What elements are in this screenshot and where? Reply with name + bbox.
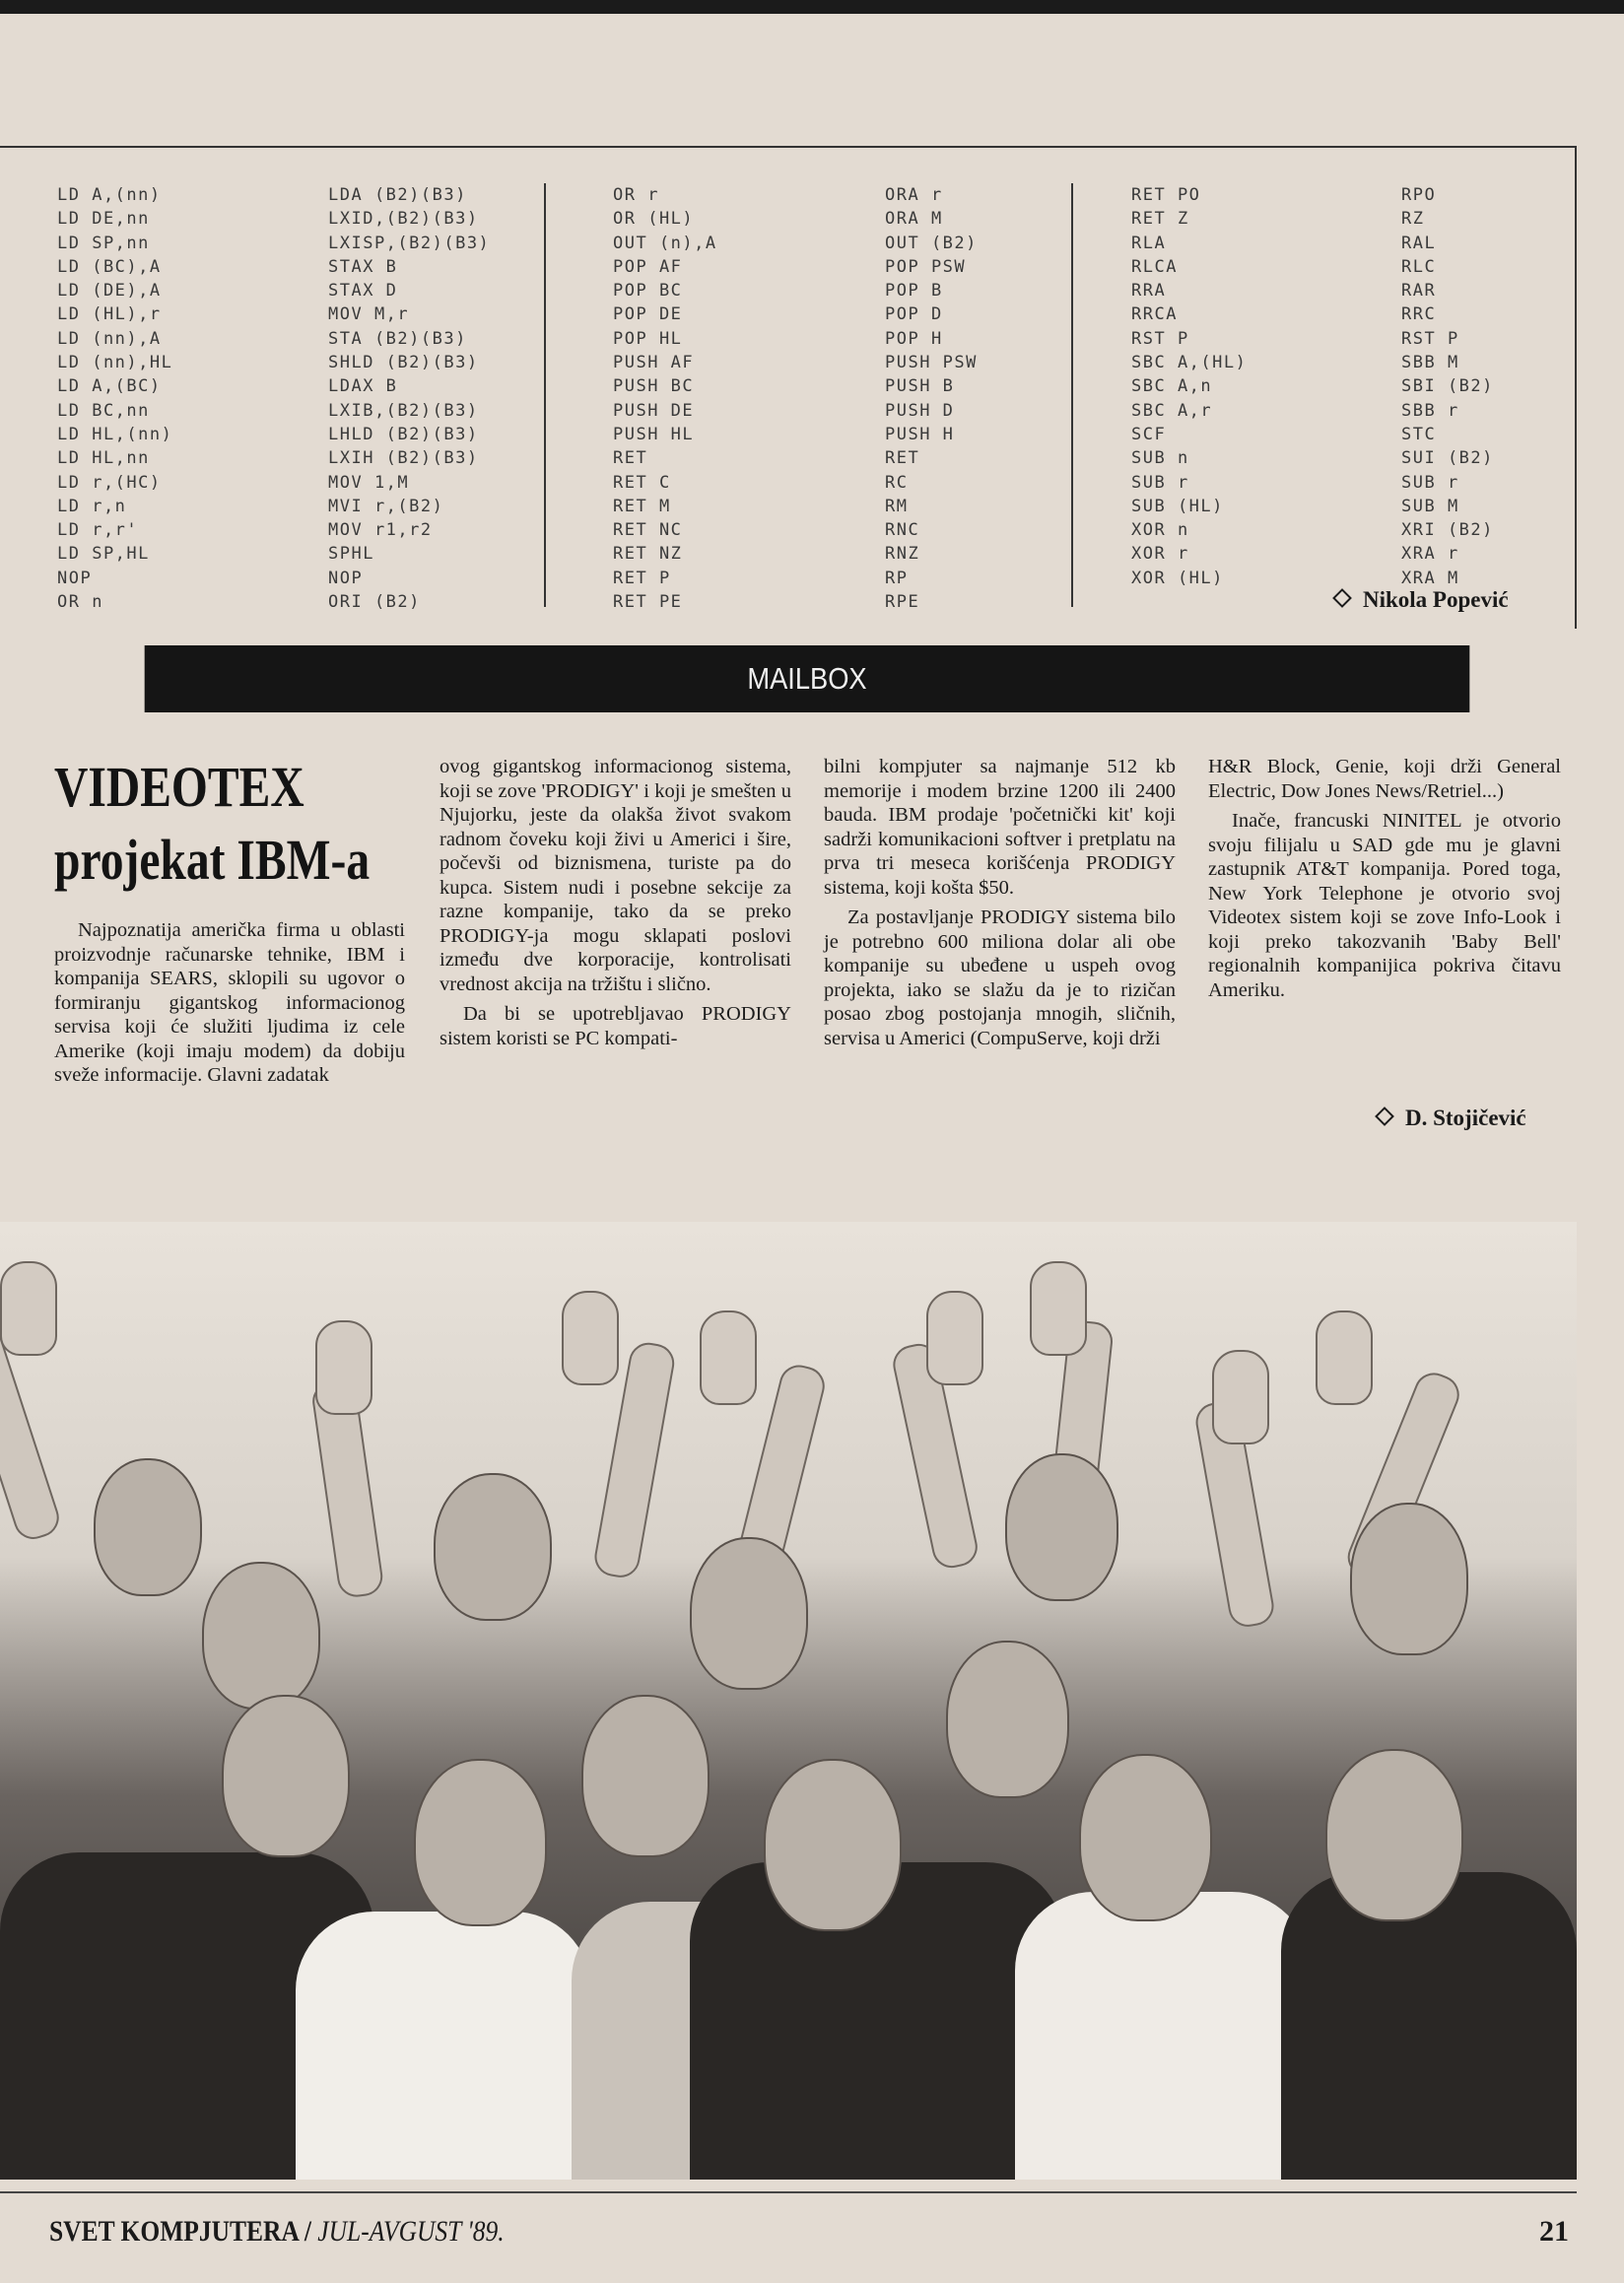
- article-column-3: bilni kompjuter sa najmanje 512 kb memorije i modem brzine 1200 ili 2400 bauda. IBM prodaje 'početnički kit' koji sadrži komunikacioni softver i pretplatu na prva tri meseca korišćenja PRODIGY sistema, koji košta $50. Za postavljanje PRODIGY sistema bilo je potrebno 600 miliona dolar ali obe kompanije su ubeđene u uspeh ovog projekta, iako se slažu da je to rizičan posao zbog postojanja mnogih, sličnih, servisa u Americi (CompuServe, koji drži: [824, 756, 1176, 1049]
- code-line: LD HL,nn: [57, 448, 150, 469]
- code-line: NOP: [328, 568, 364, 588]
- code-line: XOR n: [1131, 520, 1189, 541]
- code-line: XOR (HL): [1131, 568, 1224, 588]
- code-line: RET PE: [613, 592, 683, 613]
- code-line: MOV 1,M: [328, 472, 410, 493]
- code-line: STAX D: [328, 281, 398, 302]
- code-line: POP HL: [613, 328, 683, 349]
- article-column-1: Najpoznatija američka firma u oblasti proizvodnje računarske tehnike, IBM i kompanija SEARS, sklopili su ugovor o formiranju gigantskog informacionog servisa koji će služiti ljudima iz cele Amerike (koji imaju modem) da dobiju sveže informacije. Glavni zadatak: [54, 919, 405, 1086]
- code-line: RET M: [613, 496, 671, 516]
- code-line: RET: [885, 448, 920, 469]
- footer-masthead: SVET KOMPJUTERA / JUL-AVGUST '89.: [49, 2215, 505, 2248]
- code-line: LD r,n: [57, 496, 127, 516]
- code-line: LD r,r': [57, 520, 139, 541]
- code-line: SBC A,r: [1131, 400, 1213, 421]
- code-line: NOP: [57, 568, 93, 588]
- code-line: LD (DE),A: [57, 281, 162, 302]
- code-line: LHLD (B2)(B3): [328, 424, 479, 444]
- code-line: MVI r,(B2): [328, 496, 444, 516]
- code-line: SBB r: [1401, 400, 1459, 421]
- article-column-4: H&R Block, Genie, koji drži General Electric, Dow Jones News/Retriel...) Inače, francuski NINITEL je otvorio svoju filijalu u SAD gde mu je glavni zastupnik AT&T kompanija. Pored toga, New York Telephone je otvorio svoj Videotex sistem koji se zove Info-Look i koji preko takozvanih 'Baby Bell' regionalnih kompanijica pokriva čitavu Ameriku.: [1208, 756, 1561, 1001]
- code-column-2: [328, 183, 490, 614]
- code-line: POP DE: [613, 304, 683, 325]
- code-line: STA (B2)(B3): [328, 328, 467, 349]
- code-line: MOV M,r: [328, 304, 410, 325]
- code-line: POP PSW: [885, 256, 967, 277]
- code-line: SUB r: [1401, 472, 1459, 493]
- section-banner: MAILBOX: [145, 645, 1470, 712]
- code-line: PUSH HL: [613, 424, 695, 444]
- group-photo: [0, 1222, 1577, 2180]
- code-line: SBB M: [1401, 353, 1459, 373]
- code-line: RM: [885, 496, 909, 516]
- instruction-table: [0, 146, 1577, 629]
- table-divider-2: [1071, 183, 1073, 607]
- code-line: RAR: [1401, 281, 1437, 302]
- code-line: PUSH PSW: [885, 353, 978, 373]
- code-line: XRA r: [1401, 544, 1459, 565]
- diamond-icon: [1375, 1107, 1394, 1126]
- code-line: POP H: [885, 328, 943, 349]
- code-line: ORA r: [885, 185, 943, 205]
- code-line: RRA: [1131, 281, 1167, 302]
- code-line: ORI (B2): [328, 592, 421, 613]
- code-line: RLC: [1401, 256, 1437, 277]
- code-line: RRC: [1401, 304, 1437, 325]
- code-line: PUSH B: [885, 376, 955, 397]
- code-line: LDAX B: [328, 376, 398, 397]
- code-column-6: [1401, 183, 1494, 590]
- code-line: LXIB,(B2)(B3): [328, 400, 479, 421]
- code-line: RAL: [1401, 233, 1437, 253]
- code-line: LD SP,nn: [57, 233, 150, 253]
- code-line: XOR r: [1131, 544, 1189, 565]
- code-line: RET PO: [1131, 185, 1201, 205]
- code-line: LD DE,nn: [57, 209, 150, 230]
- code-line: SUB r: [1131, 472, 1189, 493]
- code-line: SPHL: [328, 544, 374, 565]
- code-column-3: [613, 183, 717, 614]
- code-line: POP D: [885, 304, 943, 325]
- code-byline: Nikola Popević: [1335, 587, 1509, 613]
- code-line: LD (nn),HL: [57, 353, 173, 373]
- code-line: SUI (B2): [1401, 448, 1494, 469]
- code-line: RNZ: [885, 544, 920, 565]
- code-line: SHLD (B2)(B3): [328, 353, 479, 373]
- code-line: PUSH DE: [613, 400, 695, 421]
- code-line: LXIH (B2)(B3): [328, 448, 479, 469]
- code-line: RET NC: [613, 520, 683, 541]
- code-line: OR r: [613, 185, 659, 205]
- code-line: LD HL,(nn): [57, 424, 173, 444]
- code-line: RZ: [1401, 209, 1425, 230]
- code-line: LD (HL),r: [57, 304, 162, 325]
- code-line: RPE: [885, 592, 920, 613]
- code-line: PUSH AF: [613, 353, 695, 373]
- code-line: SCF: [1131, 424, 1167, 444]
- code-line: POP BC: [613, 281, 683, 302]
- code-line: STAX B: [328, 256, 398, 277]
- code-line: PUSH H: [885, 424, 955, 444]
- top-edge-band: [0, 0, 1624, 14]
- code-line: RET C: [613, 472, 671, 493]
- code-line: PUSH D: [885, 400, 955, 421]
- code-line: SBC A,n: [1131, 376, 1213, 397]
- page-number: 21: [1539, 2215, 1569, 2248]
- code-line: SBC A,(HL): [1131, 353, 1248, 373]
- code-line: STC: [1401, 424, 1437, 444]
- code-column-4: [885, 183, 978, 614]
- code-line: RET P: [613, 568, 671, 588]
- table-divider-1: [544, 183, 546, 607]
- code-line: RST P: [1131, 328, 1189, 349]
- code-line: POP B: [885, 281, 943, 302]
- code-line: OR (HL): [613, 209, 695, 230]
- code-line: XRA M: [1401, 568, 1459, 588]
- footer-rule: [0, 2191, 1577, 2193]
- article-headline: VIDEOTEX projekat IBM-a: [54, 755, 371, 892]
- code-line: PUSH BC: [613, 376, 695, 397]
- code-line: ORA M: [885, 209, 943, 230]
- code-line: SUB M: [1401, 496, 1459, 516]
- code-line: SUB n: [1131, 448, 1189, 469]
- code-line: RLCA: [1131, 256, 1178, 277]
- article-column-2: ovog gigantskog informacionog sistema, koji se zove 'PRODIGY' i koji je smešten u Njujorku, jeste da olakša život svakom radnom čoveku koji živi u Americi i šire, počevši od biznismena, turiste pa do kupca. Sistem nudi i posebne sekcije za razne kompanije, tako da se preko PRODIGY-ja mogu sklapati poslovi između dve korporacije, kontrolisati vrednost akcija na tržištu i slično. Da bi se upotrebljavao PRODIGY sistem koristi se PC kompati-: [440, 756, 791, 1049]
- code-line: LXISP,(B2)(B3): [328, 233, 491, 253]
- code-line: LD BC,nn: [57, 400, 150, 421]
- code-line: LD r,(HC): [57, 472, 162, 493]
- code-line: RNC: [885, 520, 920, 541]
- code-line: RST P: [1401, 328, 1459, 349]
- code-line: OUT (n),A: [613, 233, 717, 253]
- code-line: OR n: [57, 592, 103, 613]
- code-line: RC: [885, 472, 909, 493]
- code-line: RP: [885, 568, 909, 588]
- code-line: LD A,(nn): [57, 185, 162, 205]
- code-line: RRCA: [1131, 304, 1178, 325]
- code-line: RLA: [1131, 233, 1167, 253]
- code-line: LXID,(B2)(B3): [328, 209, 479, 230]
- code-column-1: [57, 183, 172, 614]
- code-line: OUT (B2): [885, 233, 978, 253]
- code-line: RET NZ: [613, 544, 683, 565]
- code-line: SUB (HL): [1131, 496, 1224, 516]
- code-line: LD (BC),A: [57, 256, 162, 277]
- diamond-icon: [1332, 588, 1352, 608]
- article-byline: D. Stojičević: [1378, 1106, 1526, 1131]
- code-line: SBI (B2): [1401, 376, 1494, 397]
- code-line: XRI (B2): [1401, 520, 1494, 541]
- code-line: LD (nn),A: [57, 328, 162, 349]
- code-line: RET: [613, 448, 648, 469]
- code-line: LD A,(BC): [57, 376, 162, 397]
- code-line: RPO: [1401, 185, 1437, 205]
- code-line: RET Z: [1131, 209, 1189, 230]
- code-line: LDA (B2)(B3): [328, 185, 467, 205]
- code-line: POP AF: [613, 256, 683, 277]
- code-line: LD SP,HL: [57, 544, 150, 565]
- code-line: MOV r1,r2: [328, 520, 433, 541]
- code-column-5: [1131, 183, 1247, 590]
